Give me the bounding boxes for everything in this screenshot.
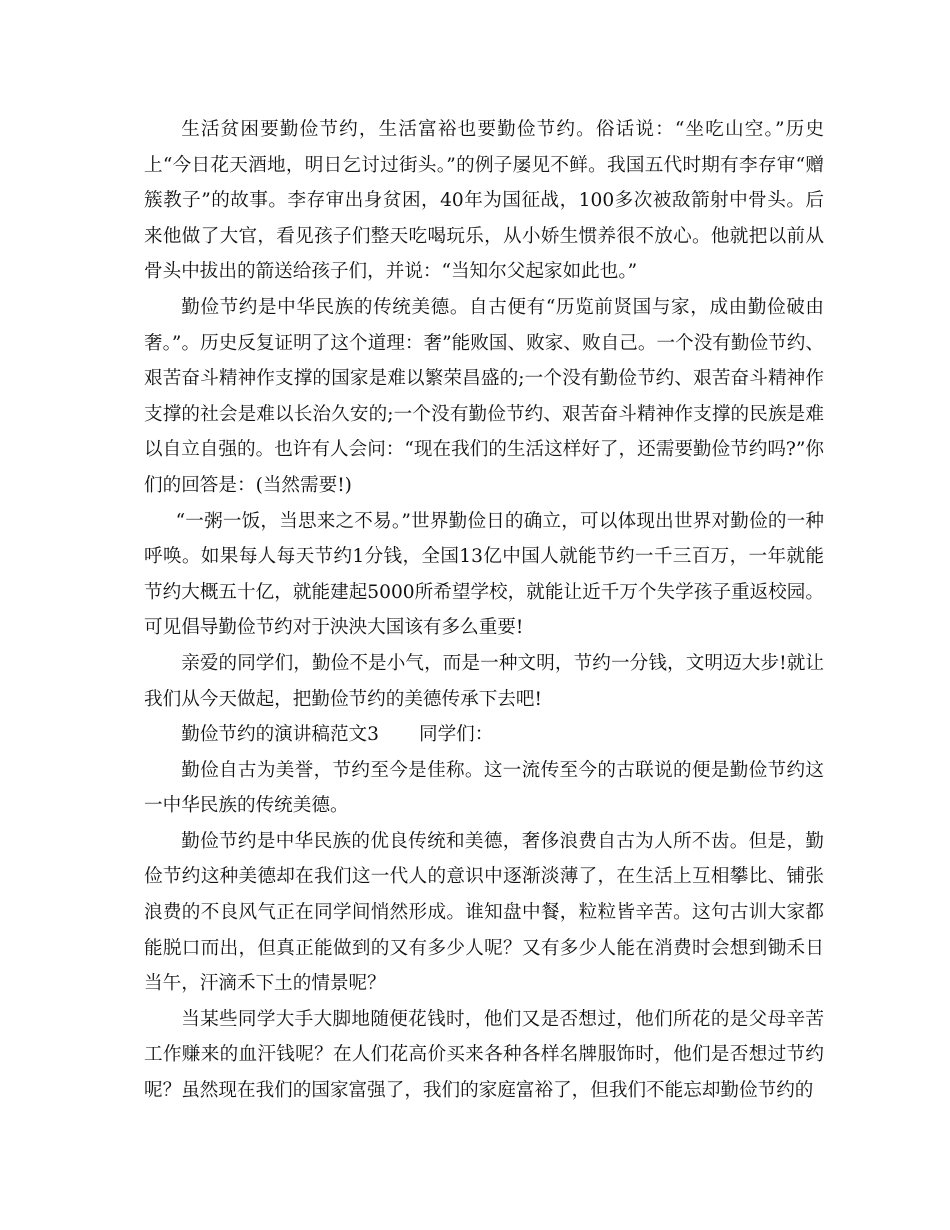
document-body [144, 112, 824, 1109]
paragraph-4: 亲爱的同学们，勤俭不是小气，而是一种文明，节约一分钱，文明迈大步!就让我们从今天做起，把勤俭节约的美德传承下去吧! [144, 652, 824, 710]
section-title: 勤俭节约的演讲稿范文3 [181, 724, 379, 746]
paragraph-1: 生活贫困要勤俭节约，生活富裕也要勤俭节约。俗话说：“坐吃山空。”历史上“今日花天酒地，明日乞讨过街头。”的例子屡见不鲜。我国五代时期有李存审“赠簇教子”的故事。李存审出身贫困，40年为国征战，100多次被敌箭射中骨头。后来他做了大官，看见孩子们整天吃喝玩乐，从小娇生惯养很不放心。他就把以前从骨头中拔出的箭送给孩子们，并说：“当知尔父起家如此也。” [144, 119, 824, 283]
section-heading [144, 717, 824, 753]
paragraph-2: 勤俭节约是中华民族的传统美德。自古便有“历览前贤国与家，成由勤俭破由奢。”。历史反复证明了这个道理：奢”能败国、败家、败自己。一个没有勤俭节约、艰苦奋斗精神作支撑的国家是难以繁荣昌盛的;一个没有勤俭节约、艰苦奋斗精神作支撑的社会是难以长治久安的;一个没有勤俭节约、艰苦奋斗精神作支撑的民族是难以自立自强的。也许有人会问：“现在我们的生活这样好了，还需要勤俭节约吗?”你们的回答是：(当然需要!) [144, 296, 824, 496]
paragraph-5: 勤俭自古为美誉，节约至今是佳称。这一流传至今的古联说的便是勤俭节约这一中华民族的传统美德。 [144, 759, 824, 817]
section-greeting: 同学们： [418, 724, 494, 746]
paragraph-7: 当某些同学大手大脚地随便花钱时，他们又是否想过，他们所花的是父母辛苦工作赚来的血汗钱呢？在人们花高价买来各种各样名牌服饰时，他们是否想过节约呢？虽然现在我们的国家富强了，我们的家庭富裕了，但我们不能忘却勤俭节约的 [144, 1008, 824, 1102]
paragraph-6: 勤俭节约是中华民族的优良传统和美德，奢侈浪费自古为人所不齿。但是，勤俭节约这种美德却在我们这一代人的意识中逐渐淡薄了，在生活上互相攀比、铺张浪费的不良风气正在同学间悄然形成。谁知盘中餐，粒粒皆辛苦。这句古训大家都能脱口而出，但真正能做到的又有多少人呢？又有多少人能在消费时会想到锄禾日当午，汗滴禾下土的情景呢？ [144, 830, 824, 995]
paragraph-3: “一粥一饭，当思来之不易。”世界勤俭日的确立，可以体现出世界对勤俭的一种呼唤。如果每人每天节约1分钱，全国13亿中国人就能节约一千三百万，一年就能节约大概五十亿，就能建起5000所希望学校，就能让近千万个失学孩子重返校园。可见倡导勤俭节约对于泱泱大国该有多么重要! [144, 510, 824, 639]
